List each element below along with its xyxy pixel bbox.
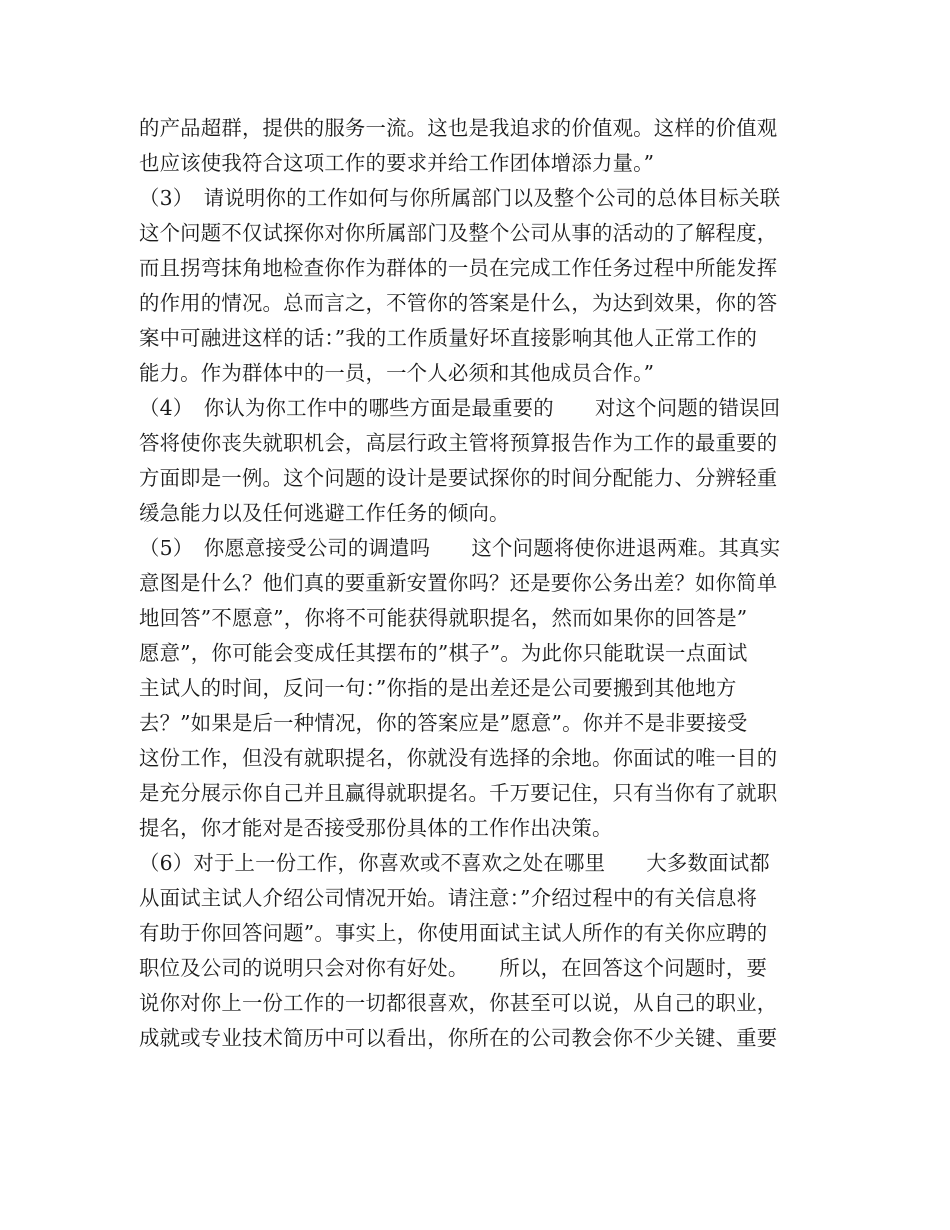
text-line: （3） 请说明你的工作如何与你所属部门以及整个公司的总体目标关联	[139, 186, 781, 210]
text-line: 主试人的时间，反问一句：”你指的是出差还是公司要搬到其他地方	[139, 676, 737, 700]
text-line: （5） 你愿意接受公司的调遣吗 这个问题将使你进退两难。其真实	[139, 536, 781, 560]
text-line: 有助于你回答问题”。事实上，你使用面试主试人所作的有关你应聘的	[139, 921, 768, 945]
text-line: 也应该使我符合这项工作的要求并给工作团体增添力量。”	[139, 151, 655, 175]
text-line: 的作用的情况。总而言之，不管你的答案是什么，为达到效果，你的答	[139, 291, 778, 315]
text-line: 这个问题不仅试探你对你所属部门及整个公司从事的活动的了解程度，	[139, 221, 778, 245]
text-line: 成就或专业技术简历中可以看出，你所在的公司教会你不少关键、重要	[139, 1026, 778, 1050]
text-line: 案中可融进这样的话：”我的工作质量好坏直接影响其他人正常工作的	[139, 326, 758, 350]
text-line: 从面试主试人介绍公司情况开始。请注意：”介绍过程中的有关信息将	[139, 886, 758, 910]
text-line: 的产品超群，提供的服务一流。这也是我追求的价值观。这样的价值观	[139, 116, 778, 140]
text-line: 而且拐弯抹角地检查你作为群体的一员在完成工作任务过程中所能发挥	[139, 256, 778, 280]
text-line: 提名，你才能对是否接受那份具体的工作作出决策。	[139, 816, 613, 840]
text-line: 地回答”不愿意”，你将不可能获得就职提名，然而如果你的回答是”	[139, 606, 748, 630]
text-line: 职位及公司的说明只会对你有好处。 所以，在回答这个问题时，要	[139, 956, 768, 980]
text-line: （4） 你认为你工作中的哪些方面是最重要的 对这个问题的错误回	[139, 396, 781, 420]
text-line: （6）对于上一份工作，你喜欢或不喜欢之处在哪里 大多数面试都	[139, 851, 770, 875]
text-line: 能力。作为群体中的一员，一个人必须和其他成员合作。”	[139, 361, 655, 385]
text-line: 这份工作，但没有就职提名，你就没有选择的余地。你面试的唯一目的	[139, 746, 778, 770]
text-line: 去？”如果是后一种情况，你的答案应是”愿意”。你并不是非要接受	[139, 711, 748, 735]
text-line: 愿意”，你可能会变成任其摆布的”棋子”。为此你只能耽误一点面试	[139, 641, 748, 665]
text-line: 是充分展示你自己并且赢得就职提名。千万要记住，只有当你有了就职	[139, 781, 778, 805]
text-line: 意图是什么？他们真的要重新安置你吗？还是要你公务出差？如你简单	[139, 571, 778, 595]
text-line: 答将使你丧失就职机会，高层行政主管将预算报告作为工作的最重要的	[139, 431, 778, 455]
text-line: 方面即是一例。这个问题的设计是要试探你的时间分配能力、分辨轻重	[139, 466, 778, 490]
text-line: 说你对你上一份工作的一切都很喜欢，你甚至可以说，从自己的职业，	[139, 991, 778, 1015]
text-line: 缓急能力以及任何逃避工作任务的倾向。	[139, 501, 510, 525]
